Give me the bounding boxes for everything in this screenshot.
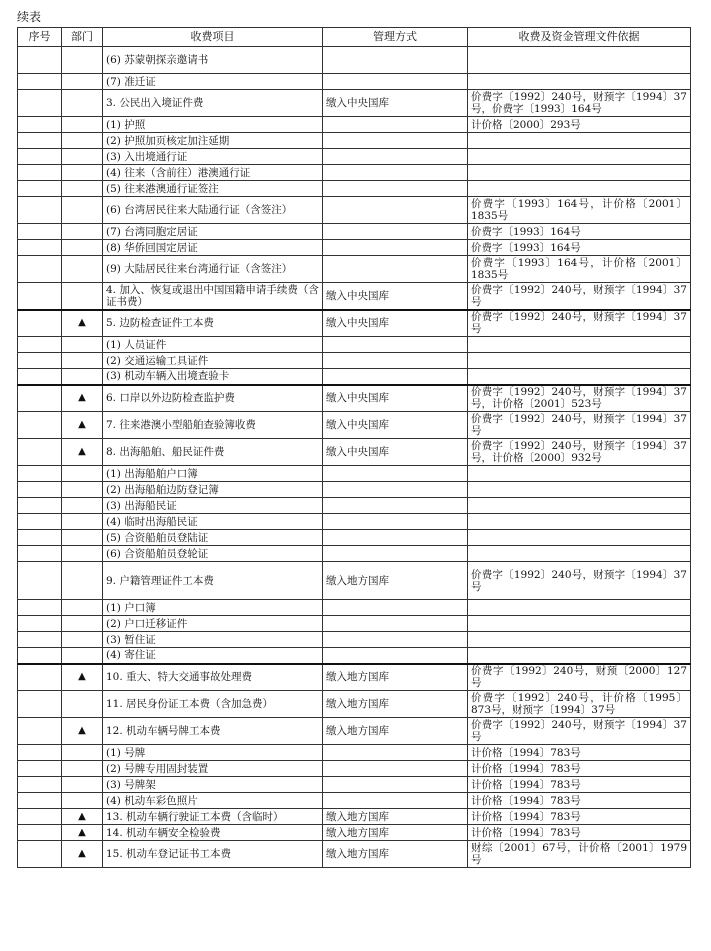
serial-cell	[18, 825, 62, 841]
fee-item-cell: 15. 机动车登记证书工本费	[103, 841, 323, 868]
table-row	[18, 149, 691, 165]
management-cell	[323, 256, 468, 283]
department-cell	[62, 691, 103, 718]
fee-item-cell: 12. 机动车辆号牌工本费	[103, 718, 323, 745]
table-row	[18, 809, 691, 825]
basis-cell	[468, 181, 691, 197]
serial-cell	[18, 310, 62, 337]
fee-item-cell: (3) 暂住证	[103, 632, 323, 648]
serial-cell	[18, 777, 62, 793]
basis-cell: 计价格〔1994〕783号	[468, 809, 691, 825]
management-cell	[323, 149, 468, 165]
table-row	[18, 648, 691, 664]
basis-cell	[468, 600, 691, 616]
serial-cell	[18, 498, 62, 514]
management-cell	[323, 514, 468, 530]
basis-cell: 价费字〔1992〕240号，财预〔2000〕127号	[468, 664, 691, 691]
basis-cell: 计价格〔2000〕293号	[468, 117, 691, 133]
department-cell	[62, 745, 103, 761]
management-cell	[323, 530, 468, 546]
table-row	[18, 562, 691, 600]
management-cell	[323, 600, 468, 616]
fee-item-cell: (5) 合资船舶员登陆证	[103, 530, 323, 546]
basis-cell: 价费字〔1993〕164号，计价格〔2001〕1835号	[468, 197, 691, 224]
fee-item-cell: (3) 出海船民证	[103, 498, 323, 514]
department-cell	[62, 632, 103, 648]
department-cell	[62, 283, 103, 310]
table-row	[18, 47, 691, 74]
table-row	[18, 546, 691, 562]
management-cell: 缴入中央国库	[323, 385, 468, 412]
fee-item-cell: (4) 寄住证	[103, 648, 323, 664]
management-cell	[323, 616, 468, 632]
serial-cell	[18, 337, 62, 353]
table-row	[18, 825, 691, 841]
serial-cell	[18, 530, 62, 546]
table-row	[18, 691, 691, 718]
serial-cell	[18, 47, 62, 74]
table-row	[18, 616, 691, 632]
department-cell	[62, 47, 103, 74]
department-cell	[62, 369, 103, 385]
table-row	[18, 353, 691, 369]
table-row	[18, 74, 691, 90]
management-cell	[323, 181, 468, 197]
table-row	[18, 632, 691, 648]
department-cell	[62, 546, 103, 562]
table-row	[18, 117, 691, 133]
serial-cell	[18, 74, 62, 90]
department-cell: ▲	[62, 439, 103, 466]
header-fee-item: 收费项目	[103, 28, 323, 47]
management-cell: 缴入中央国库	[323, 90, 468, 117]
management-cell	[323, 224, 468, 240]
management-cell: 缴入中央国库	[323, 412, 468, 439]
management-cell	[323, 777, 468, 793]
table-row	[18, 466, 691, 482]
department-cell	[62, 530, 103, 546]
table-row	[18, 482, 691, 498]
serial-cell	[18, 600, 62, 616]
table-row	[18, 240, 691, 256]
basis-cell	[468, 353, 691, 369]
management-cell	[323, 793, 468, 809]
fee-item-cell: (3) 入出境通行证	[103, 149, 323, 165]
department-cell	[62, 793, 103, 809]
serial-cell	[18, 793, 62, 809]
serial-cell	[18, 745, 62, 761]
serial-cell	[18, 809, 62, 825]
fee-item-cell: (2) 护照加页核定加注延期	[103, 133, 323, 149]
fee-item-cell: 6. 口岸以外边防检查监护费	[103, 385, 323, 412]
header-row	[18, 28, 691, 47]
basis-cell	[468, 337, 691, 353]
fee-item-cell: (7) 台湾同胞定居证	[103, 224, 323, 240]
management-cell: 缴入地方国库	[323, 664, 468, 691]
table-row	[18, 439, 691, 466]
basis-cell	[468, 530, 691, 546]
serial-cell	[18, 514, 62, 530]
table-row	[18, 283, 691, 310]
basis-cell: 价费字〔1993〕164号，计价格〔2001〕1835号	[468, 256, 691, 283]
department-cell	[62, 514, 103, 530]
management-cell: 缴入地方国库	[323, 841, 468, 868]
department-cell	[62, 181, 103, 197]
basis-cell: 价费字〔1992〕240号，财预字〔1994〕37号	[468, 310, 691, 337]
table-row	[18, 514, 691, 530]
fee-item-cell: (1) 出海船舶户口簿	[103, 466, 323, 482]
management-cell	[323, 133, 468, 149]
department-cell	[62, 165, 103, 181]
management-cell: 缴入中央国库	[323, 283, 468, 310]
fee-item-cell: (7) 准迁证	[103, 74, 323, 90]
department-cell: ▲	[62, 809, 103, 825]
department-cell: ▲	[62, 310, 103, 337]
basis-cell: 计价格〔1994〕783号	[468, 761, 691, 777]
serial-cell	[18, 632, 62, 648]
fee-item-cell: (4) 往来（含前往）港澳通行证	[103, 165, 323, 181]
department-cell: ▲	[62, 664, 103, 691]
management-cell	[323, 466, 468, 482]
fee-item-cell: 5. 边防检查证件工本费	[103, 310, 323, 337]
serial-cell	[18, 439, 62, 466]
serial-cell	[18, 181, 62, 197]
basis-cell: 价费字〔1992〕240号，财预字〔1994〕37号，计价格〔2001〕523号	[468, 385, 691, 412]
serial-cell	[18, 562, 62, 600]
basis-cell: 计价格〔1994〕783号	[468, 745, 691, 761]
table-row	[18, 197, 691, 224]
serial-cell	[18, 546, 62, 562]
management-cell	[323, 240, 468, 256]
fee-item-cell: (6) 合资船舶员登轮证	[103, 546, 323, 562]
serial-cell	[18, 369, 62, 385]
management-cell	[323, 648, 468, 664]
serial-cell	[18, 691, 62, 718]
management-cell	[323, 165, 468, 181]
table-row	[18, 761, 691, 777]
basis-cell	[468, 47, 691, 74]
fee-item-cell: (1) 户口簿	[103, 600, 323, 616]
management-cell: 缴入地方国库	[323, 825, 468, 841]
serial-cell	[18, 283, 62, 310]
serial-cell	[18, 718, 62, 745]
fee-item-cell: (2) 出海船舶边防登记簿	[103, 482, 323, 498]
department-cell	[62, 337, 103, 353]
table-row	[18, 745, 691, 761]
fee-item-cell: (6) 台湾居民往来大陆通行证（含签注）	[103, 197, 323, 224]
basis-cell	[468, 616, 691, 632]
department-cell	[62, 133, 103, 149]
serial-cell	[18, 240, 62, 256]
fee-item-cell: (1) 号牌	[103, 745, 323, 761]
table-row	[18, 530, 691, 546]
fee-item-cell: 9. 户籍管理证件工本费	[103, 562, 323, 600]
management-cell: 缴入地方国库	[323, 809, 468, 825]
fee-item-cell: 13. 机动车辆行驶证工本费（含临时）	[103, 809, 323, 825]
management-cell	[323, 47, 468, 74]
serial-cell	[18, 466, 62, 482]
fee-item-cell: 11. 居民身份证工本费（含加急费）	[103, 691, 323, 718]
fee-item-cell: (3) 号牌架	[103, 777, 323, 793]
basis-cell: 价费字〔1992〕240号，财预字〔1994〕37号	[468, 412, 691, 439]
table-row	[18, 310, 691, 337]
fee-item-cell: (4) 临时出海船民证	[103, 514, 323, 530]
serial-cell	[18, 841, 62, 868]
management-cell	[323, 745, 468, 761]
department-cell	[62, 648, 103, 664]
fee-item-cell: (1) 护照	[103, 117, 323, 133]
management-cell	[323, 546, 468, 562]
basis-cell	[468, 466, 691, 482]
serial-cell	[18, 90, 62, 117]
department-cell	[62, 149, 103, 165]
management-cell	[323, 197, 468, 224]
fee-item-cell: (2) 户口迁移证件	[103, 616, 323, 632]
table-row	[18, 600, 691, 616]
fee-item-cell: (4) 机动车彩色照片	[103, 793, 323, 809]
serial-cell	[18, 664, 62, 691]
serial-cell	[18, 149, 62, 165]
header-department: 部门	[62, 28, 103, 47]
fee-item-cell: (1) 人员证件	[103, 337, 323, 353]
fee-item-cell: 8. 出海船舶、船民证件费	[103, 439, 323, 466]
table-row	[18, 385, 691, 412]
department-cell: ▲	[62, 825, 103, 841]
table-row	[18, 841, 691, 868]
basis-cell: 计价格〔1994〕783号	[468, 825, 691, 841]
table-row	[18, 256, 691, 283]
basis-cell: 计价格〔1994〕783号	[468, 793, 691, 809]
management-cell: 缴入地方国库	[323, 691, 468, 718]
fee-item-cell: (8) 华侨回国定居证	[103, 240, 323, 256]
fee-item-cell: 7. 往来港澳小型船舶查验簿收费	[103, 412, 323, 439]
department-cell	[62, 197, 103, 224]
table-row	[18, 369, 691, 385]
serial-cell	[18, 616, 62, 632]
basis-cell	[468, 165, 691, 181]
department-cell	[62, 616, 103, 632]
basis-cell: 价费字〔1993〕164号	[468, 224, 691, 240]
table-row	[18, 718, 691, 745]
fee-item-cell: (3) 机动车辆入出境查验卡	[103, 369, 323, 385]
basis-cell: 价费字〔1992〕240号，财预字〔1994〕37号	[468, 283, 691, 310]
management-cell: 缴入中央国库	[323, 439, 468, 466]
serial-cell	[18, 224, 62, 240]
fee-item-cell: 14. 机动车辆安全检验费	[103, 825, 323, 841]
department-cell	[62, 482, 103, 498]
management-cell	[323, 498, 468, 514]
basis-cell: 价费字〔1993〕164号	[468, 240, 691, 256]
basis-cell: 价费字〔1992〕240号，财预字〔1994〕37号	[468, 562, 691, 600]
management-cell: 缴入地方国库	[323, 718, 468, 745]
serial-cell	[18, 482, 62, 498]
basis-cell: 价费字〔1992〕240号，计价格〔1995〕873号，财预字〔1994〕37号	[468, 691, 691, 718]
table-row	[18, 165, 691, 181]
table-row	[18, 777, 691, 793]
management-cell	[323, 632, 468, 648]
department-cell	[62, 353, 103, 369]
department-cell	[62, 74, 103, 90]
department-cell	[62, 117, 103, 133]
table-row	[18, 90, 691, 117]
management-cell: 缴入地方国库	[323, 562, 468, 600]
fee-item-cell: (5) 往来港澳通行证签注	[103, 181, 323, 197]
basis-cell	[468, 632, 691, 648]
department-cell	[62, 562, 103, 600]
table-row	[18, 793, 691, 809]
table-row	[18, 664, 691, 691]
table-row	[18, 224, 691, 240]
table-row	[18, 181, 691, 197]
table-row	[18, 412, 691, 439]
department-cell: ▲	[62, 718, 103, 745]
department-cell	[62, 90, 103, 117]
serial-cell	[18, 412, 62, 439]
department-cell	[62, 761, 103, 777]
table-row	[18, 337, 691, 353]
serial-cell	[18, 385, 62, 412]
basis-cell	[468, 648, 691, 664]
fee-item-cell: (9) 大陆居民往来台湾通行证（含签注）	[103, 256, 323, 283]
fee-item-cell: (2) 交通运输工具证件	[103, 353, 323, 369]
department-cell	[62, 240, 103, 256]
header-basis: 收费及资金管理文件依据	[468, 28, 691, 47]
management-cell	[323, 337, 468, 353]
fee-item-cell: (6) 苏蒙朝探亲邀请书	[103, 47, 323, 74]
serial-cell	[18, 117, 62, 133]
fee-item-cell: 10. 重大、特大交通事故处理费	[103, 664, 323, 691]
serial-cell	[18, 256, 62, 283]
fee-item-cell: (2) 号牌专用固封装置	[103, 761, 323, 777]
department-cell	[62, 600, 103, 616]
department-cell: ▲	[62, 412, 103, 439]
basis-cell	[468, 498, 691, 514]
serial-cell	[18, 353, 62, 369]
basis-cell: 价费字〔1992〕240号，财预字〔1994〕37号，价费字〔1993〕164号	[468, 90, 691, 117]
basis-cell	[468, 133, 691, 149]
table-row	[18, 498, 691, 514]
serial-cell	[18, 197, 62, 224]
fee-table	[17, 27, 691, 868]
management-cell: 缴入中央国库	[323, 310, 468, 337]
serial-cell	[18, 648, 62, 664]
basis-cell: 价费字〔1992〕240号，财预字〔1994〕37号	[468, 718, 691, 745]
department-cell	[62, 224, 103, 240]
management-cell	[323, 369, 468, 385]
department-cell	[62, 498, 103, 514]
serial-cell	[18, 165, 62, 181]
department-cell: ▲	[62, 841, 103, 868]
department-cell: ▲	[62, 385, 103, 412]
basis-cell: 价费字〔1992〕240号，财预字〔1994〕37号，计价格〔2000〕932号	[468, 439, 691, 466]
management-cell	[323, 482, 468, 498]
basis-cell	[468, 369, 691, 385]
basis-cell	[468, 149, 691, 165]
management-cell	[323, 74, 468, 90]
header-serial: 序号	[18, 28, 62, 47]
serial-cell	[18, 133, 62, 149]
fee-item-cell: 4. 加入、恢复或退出中国国籍申请手续费（含证书费）	[103, 283, 323, 310]
table-caption: 续表	[17, 10, 42, 24]
basis-cell	[468, 482, 691, 498]
serial-cell	[18, 761, 62, 777]
basis-cell: 计价格〔1994〕783号	[468, 777, 691, 793]
basis-cell: 财综〔2001〕67号，计价格〔2001〕1979号	[468, 841, 691, 868]
management-cell	[323, 353, 468, 369]
basis-cell	[468, 74, 691, 90]
header-management: 管理方式	[323, 28, 468, 47]
department-cell	[62, 777, 103, 793]
table-body	[18, 47, 691, 868]
basis-cell	[468, 514, 691, 530]
management-cell	[323, 761, 468, 777]
department-cell	[62, 466, 103, 482]
management-cell	[323, 117, 468, 133]
basis-cell	[468, 546, 691, 562]
table-row	[18, 133, 691, 149]
fee-item-cell: 3. 公民出入境证件费	[103, 90, 323, 117]
department-cell	[62, 256, 103, 283]
